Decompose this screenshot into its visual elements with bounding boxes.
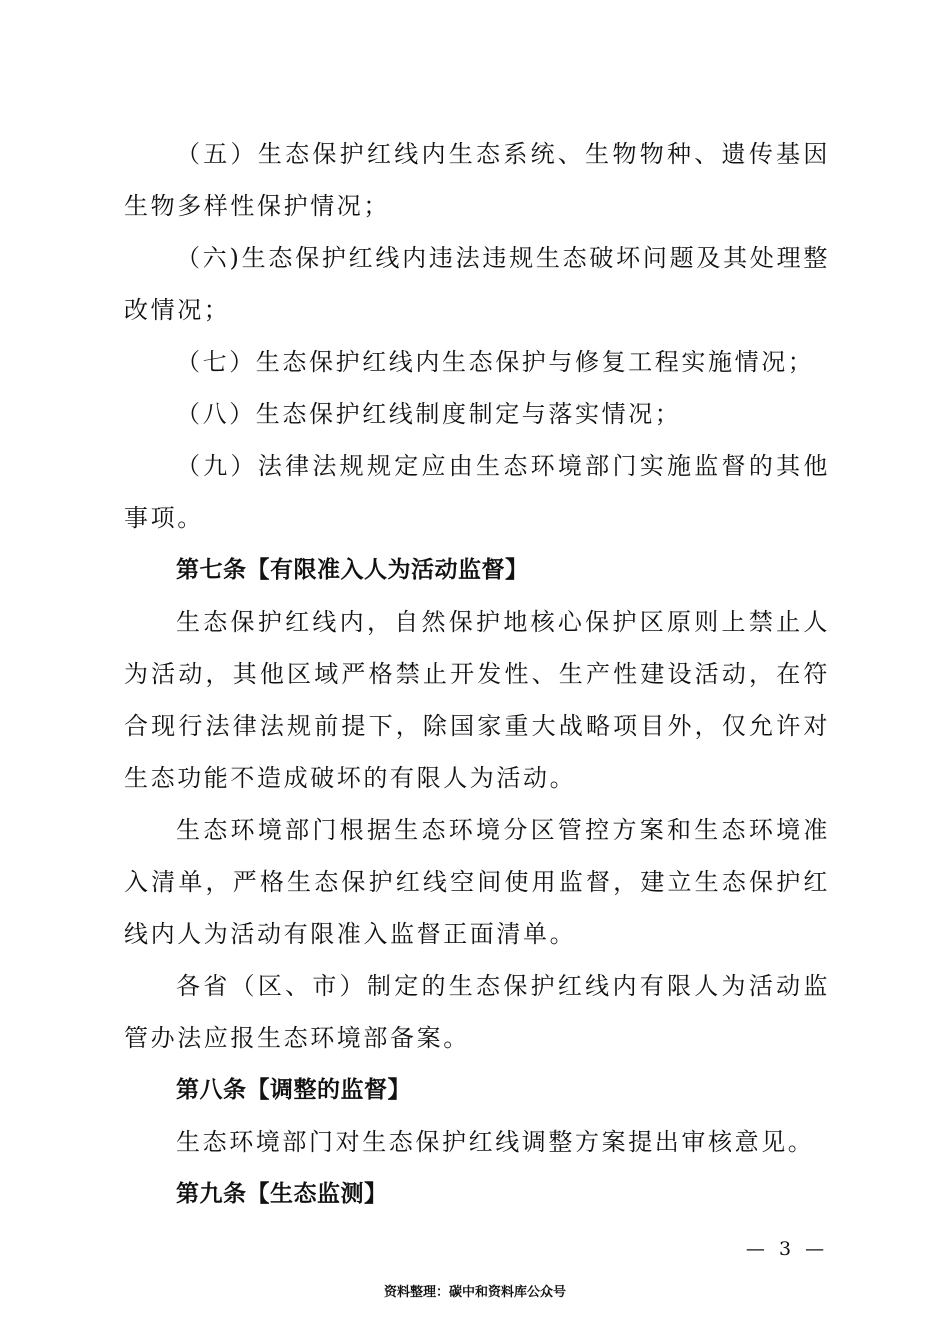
footer-credit: 资料整理：碳中和资料库公众号 (383, 1285, 566, 1300)
list-item-5: （五）生态保护红线内生态系统、生物物种、遗传基因生物多样性保护情况； (124, 140, 830, 220)
list-item-9: （九）法律法规规定应由生态环境部门实施监督的其他事项。 (124, 452, 830, 532)
article-8-paragraph-1: 生态环境部门对生态保护红线调整方案提出审核意见。 (176, 1128, 815, 1156)
article-9-heading: 第九条【生态监测】 (176, 1181, 388, 1207)
list-item-7: （七）生态保护红线内生态保护与修复工程实施情况； (176, 348, 815, 376)
list-item-6: （六)生态保护红线内违法违规生态破坏问题及其处理整改情况； (124, 244, 830, 324)
article-7-paragraph-1: 生态保护红线内，自然保护地核心保护区原则上禁止人为活动，其他区域严格禁止开发性、生产性建设活动，在符合现行法律法规前提下，除国家重大战略项目外，仅允许对生态功能不造成破坏的有限人为活动。 (124, 608, 830, 792)
article-8-heading: 第八条【调整的监督】 (176, 1077, 411, 1103)
document-body (124, 128, 830, 1220)
article-7-heading: 第七条【有限准入人为活动监督】 (176, 557, 529, 583)
list-item-8: （八）生态保护红线制度制定与落实情况； (176, 400, 682, 428)
article-7-paragraph-2: 生态环境部门根据生态环境分区管控方案和生态环境准入清单，严格生态保护红线空间使用监督，建立生态保护红线内人为活动有限准入监督正面清单。 (124, 816, 830, 948)
page-number: — 3 — (745, 1238, 829, 1260)
article-7-paragraph-3: 各省（区、市）制定的生态保护红线内有限人为活动监管办法应报生态环境部备案。 (124, 972, 830, 1052)
